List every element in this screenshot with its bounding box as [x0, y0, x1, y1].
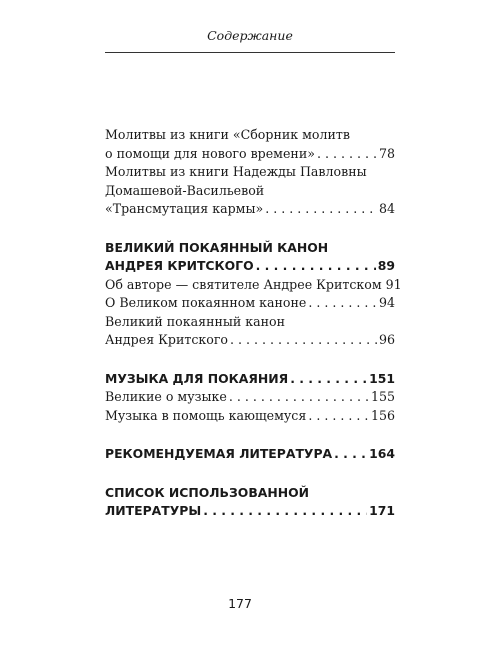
toc-line	[105, 502, 395, 521]
toc-line	[105, 239, 395, 258]
toc-entry	[105, 407, 395, 426]
toc-section	[105, 445, 395, 464]
toc-entry-title: Великий покаянный канон	[105, 313, 286, 329]
toc-page-number: 84	[378, 201, 395, 216]
toc-entry-title: Молитвы из книги Надежды Павловны	[105, 164, 367, 179]
dot-leader	[203, 502, 367, 521]
toc-line	[105, 294, 395, 313]
toc-line	[105, 182, 395, 201]
dot-leader	[308, 407, 369, 426]
toc-entry-title: МУЗЫКА ДЛЯ ПОКАЯНИЯ	[105, 370, 289, 386]
dot-leader	[230, 331, 377, 350]
toc-line	[105, 126, 395, 145]
toc-page-number: 78	[378, 145, 395, 161]
toc-page-number: 94	[378, 295, 395, 310]
toc-line	[105, 388, 395, 407]
dot-leader	[256, 257, 376, 276]
table-of-contents	[105, 126, 402, 521]
toc-entry-title: АНДРЕЯ КРИТСКОГО	[105, 258, 254, 273]
dot-leader	[317, 145, 377, 164]
dot-leader	[265, 200, 377, 219]
toc-entry	[105, 163, 395, 219]
toc-line	[105, 445, 395, 464]
toc-entry-title: ЛИТЕРАТУРЫ	[105, 503, 202, 518]
dot-leader	[308, 294, 377, 313]
toc-line	[105, 313, 395, 332]
dot-leader	[290, 370, 367, 389]
toc-page-number: 96	[378, 332, 395, 347]
toc-line	[105, 407, 395, 426]
toc-entry-title: ВЕЛИКИЙ ПОКАЯННЫЙ КАНОН	[105, 239, 329, 255]
toc-line	[105, 484, 395, 503]
dot-leader	[229, 388, 369, 407]
toc-entry	[105, 388, 395, 407]
toc-section	[105, 484, 395, 521]
running-header: Содержание	[207, 28, 293, 43]
toc-line	[105, 370, 395, 389]
dot-leader	[334, 445, 367, 464]
toc-page-number: 155	[370, 389, 395, 404]
toc-line	[105, 257, 395, 276]
toc-page-number: 91	[385, 276, 402, 292]
toc-entry-title: Об авторе — святителе Андрее Критском	[105, 276, 382, 292]
toc-entry-title: О Великом покаянном каноне	[105, 295, 307, 310]
toc-page-number: 89	[377, 258, 395, 273]
toc-entry-title: Домашевой-Васильевой	[105, 182, 265, 198]
toc-entry-title: Великие о музыке	[105, 389, 227, 404]
toc-section	[105, 239, 395, 276]
toc-entry	[105, 313, 395, 350]
toc-entry	[105, 294, 395, 313]
page-number: 177	[228, 596, 252, 611]
toc-entry-title: РЕКОМЕНДУЕМАЯ ЛИТЕРАТУРА	[105, 446, 333, 461]
toc-page-number: 171	[369, 503, 395, 518]
toc-entry-title: Молитвы из книги «Сборник молитв	[105, 127, 350, 142]
toc-entry-title: «Трансмутация кармы»	[105, 201, 264, 216]
toc-page-number: 156	[370, 407, 395, 423]
toc-line	[105, 331, 395, 350]
toc-entry	[105, 276, 402, 295]
toc-page-number: 151	[369, 370, 395, 386]
toc-page-number: 164	[369, 446, 395, 461]
toc-entry-title: СПИСОК ИСПОЛЬЗОВАННОЙ	[105, 484, 310, 500]
toc-line	[105, 200, 395, 219]
toc-entry-title: о помощи для нового времени»	[105, 145, 315, 161]
toc-line	[105, 276, 402, 295]
header-rule	[105, 52, 395, 53]
toc-entry	[105, 126, 395, 163]
toc-line	[105, 145, 395, 164]
toc-entry-title: Музыка в помощь кающемуся	[105, 407, 307, 423]
toc-section	[105, 370, 395, 389]
toc-line	[105, 163, 395, 182]
toc-entry-title: Андрея Критского	[105, 332, 229, 347]
